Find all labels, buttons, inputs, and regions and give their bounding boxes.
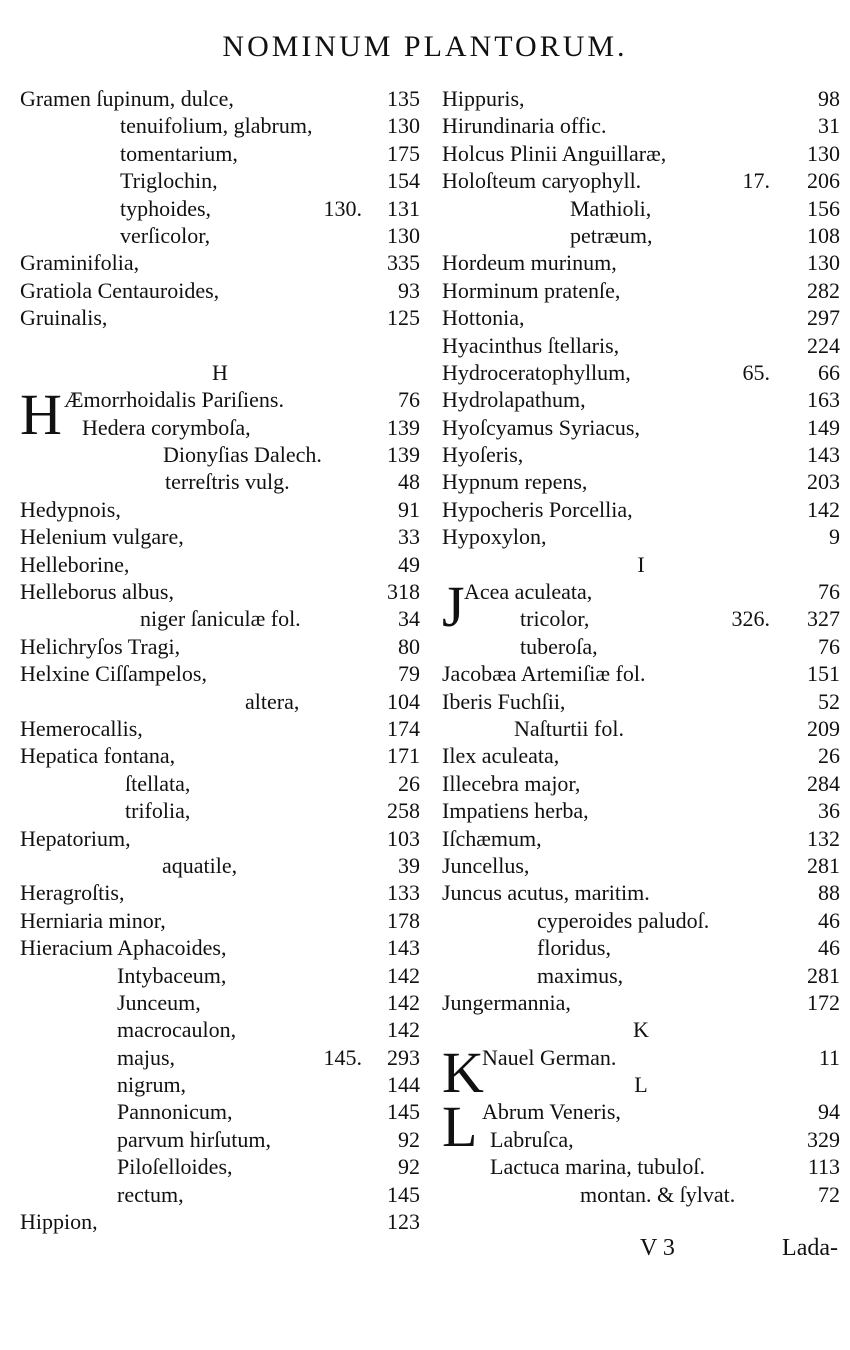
entry-page-number: 26	[818, 743, 840, 769]
section-letter	[442, 551, 840, 578]
entry-name: Hippuris,	[442, 86, 525, 111]
section-letter	[442, 1016, 840, 1043]
entry-name: Hepatica fontana,	[20, 743, 176, 769]
index-entry	[20, 496, 420, 523]
entry-name: Hyoſcyamus Syriacus,	[442, 414, 640, 440]
entry-page-number: 130	[387, 113, 420, 139]
index-entry	[442, 715, 840, 742]
entry-name: tomentarium,	[120, 140, 238, 166]
entry-page-number: 26	[398, 770, 420, 796]
index-entry	[20, 1016, 420, 1043]
index-entry	[20, 1153, 420, 1180]
entry-page-number: 98	[818, 86, 840, 111]
entry-secondary-page-number: 17.	[742, 168, 770, 194]
entry-page-number: 335	[387, 250, 420, 276]
entry-name: majus,	[117, 1044, 176, 1070]
entry-page-number: 139	[387, 442, 420, 468]
entry-name: cyperoides paludoſ.	[537, 907, 710, 933]
index-entry	[20, 605, 420, 632]
entry-name: Intybaceum,	[117, 962, 227, 988]
entry-page-number: 224	[807, 332, 840, 358]
index-entry	[20, 715, 420, 742]
entry-page-number: 142	[807, 496, 840, 522]
index-entry	[20, 523, 420, 550]
section-letter-text: L	[634, 1072, 648, 1098]
entry-name: trifolia,	[125, 798, 191, 824]
entry-name: Helenium vulgare,	[20, 524, 184, 550]
index-entry	[20, 249, 420, 276]
entry-page-number: 175	[387, 140, 420, 166]
entry-name: Jacobæa Artemiſiæ fol.	[442, 661, 646, 687]
entry-name: Pannonicum,	[117, 1099, 233, 1125]
index-entry	[20, 852, 420, 879]
entry-name: Heragroſtis,	[20, 880, 125, 906]
entry-page-number: 142	[387, 989, 420, 1015]
index-entry	[20, 742, 420, 769]
entry-name: Ilex aculeata,	[442, 743, 560, 769]
entry-name: Holoſteum caryophyll.	[442, 168, 642, 194]
entry-page-number: 144	[387, 1072, 420, 1098]
entry-name: Graminifolia,	[20, 250, 140, 276]
entry-page-number: 88	[818, 880, 840, 906]
entry-page-number: 142	[387, 1017, 420, 1043]
entry-name: tenuifolium, glabrum,	[120, 113, 313, 139]
index-entry	[20, 1126, 420, 1153]
entry-name: Hypnum repens,	[442, 469, 588, 495]
entry-name: floridus,	[537, 935, 611, 961]
section-letter	[442, 1071, 840, 1098]
entry-page-number: 209	[807, 715, 840, 741]
entry-page-number: 178	[387, 907, 420, 933]
entry-name: verſicolor,	[120, 222, 211, 248]
entry-name: Gramen ſupinum, dulce,	[20, 86, 234, 111]
index-entry	[20, 934, 420, 961]
index-entry	[442, 332, 840, 359]
index-entry	[442, 222, 840, 249]
entry-name: Hirundinaria offic.	[442, 113, 607, 139]
entry-name: Iſchæmum,	[442, 825, 542, 851]
index-entry	[442, 304, 840, 331]
section-letter-text: H	[212, 359, 228, 385]
index-entry	[442, 879, 840, 906]
entry-name: Hyacinthus ſtellaris,	[442, 332, 620, 358]
index-entry	[442, 633, 840, 660]
entry-name: Holcus Plinii Anguillaræ,	[442, 140, 667, 166]
entry-name: Hyoſeris,	[442, 442, 524, 468]
index-entry	[442, 386, 840, 413]
entry-page-number: 46	[818, 935, 840, 961]
index-entry	[20, 468, 420, 495]
entry-page-number: 258	[387, 798, 420, 824]
index-entry	[442, 797, 840, 824]
entry-name: Æmorrhoidalis Pariſiens.	[64, 387, 284, 413]
entry-page-number: 297	[807, 305, 840, 331]
entry-name: niger ſaniculæ fol.	[140, 606, 301, 632]
entry-name: Helleborine,	[20, 551, 130, 577]
index-entry	[442, 989, 840, 1016]
index-entry	[442, 962, 840, 989]
entry-page-number: 103	[387, 825, 420, 851]
section-letter	[20, 359, 420, 386]
entry-name: tricolor,	[520, 606, 590, 632]
entry-name: montan. & ſylvat.	[580, 1181, 736, 1207]
entry-name: Gruinalis,	[20, 305, 108, 331]
entry-page-number: 203	[807, 469, 840, 495]
index-entry	[20, 907, 420, 934]
entry-page-number: 92	[398, 1154, 420, 1180]
entry-page-number: 329	[807, 1126, 840, 1152]
index-entry	[442, 1126, 840, 1153]
signature-mark: V 3	[640, 1235, 675, 1261]
index-entry	[442, 167, 840, 194]
index-column-left	[20, 85, 420, 1235]
entry-page-number: 34	[398, 606, 420, 632]
entry-page-number: 76	[818, 633, 840, 659]
index-entry	[442, 140, 840, 167]
entry-page-number: 143	[387, 935, 420, 961]
entry-name: Abrum Veneris,	[482, 1099, 621, 1125]
index-entry	[20, 551, 420, 578]
index-entry	[20, 304, 420, 331]
index-entry	[442, 496, 840, 523]
entry-name: Mathioli,	[570, 195, 652, 221]
drop-cap-initial: J	[442, 574, 465, 640]
entry-page-number: 91	[398, 496, 420, 522]
entry-page-number: 172	[807, 989, 840, 1015]
index-entry	[442, 770, 840, 797]
entry-name: Triglochin,	[120, 168, 218, 194]
entry-name: Labruſca,	[490, 1126, 574, 1152]
entry-name: Iberis Fuchſii,	[442, 688, 566, 714]
index-entry	[20, 825, 420, 852]
index-entry	[442, 523, 840, 550]
entry-name: Hypoxylon,	[442, 524, 547, 550]
entry-name: typhoides,	[120, 195, 212, 221]
entry-secondary-page-number: 145.	[323, 1044, 362, 1070]
entry-page-number: 293	[387, 1044, 420, 1070]
entry-page-number: 318	[387, 579, 420, 605]
entry-page-number: 133	[387, 880, 420, 906]
drop-cap-initial: L	[442, 1094, 478, 1160]
entry-name: Nauel German.	[482, 1044, 617, 1070]
index-entry	[442, 934, 840, 961]
index-entry	[442, 605, 840, 632]
index-entry	[20, 962, 420, 989]
index-entry	[20, 112, 420, 139]
entry-name: Hypocheris Porcellia,	[442, 496, 633, 522]
entry-name: Hepatorium,	[20, 825, 131, 851]
entry-name: Acea aculeata,	[464, 579, 593, 605]
index-entry	[20, 140, 420, 167]
index-entry	[20, 879, 420, 906]
entry-page-number: 79	[398, 661, 420, 687]
index-entry	[442, 359, 840, 386]
catchword: Lada-	[782, 1235, 838, 1261]
entry-name: Helxine Ciſſampelos,	[20, 661, 207, 687]
entry-name: parvum hirſutum,	[117, 1126, 271, 1152]
entry-name: Hedera corymboſa,	[82, 414, 251, 440]
index-entry	[442, 277, 840, 304]
index-entry	[442, 688, 840, 715]
entry-name: Hippion,	[20, 1209, 98, 1235]
entry-name: petræum,	[570, 222, 653, 248]
entry-page-number: 130	[807, 250, 840, 276]
index-entry	[20, 688, 420, 715]
entry-name: Illecebra major,	[442, 770, 581, 796]
entry-page-number: 125	[387, 305, 420, 331]
entry-page-number: 145	[387, 1099, 420, 1125]
entry-name: altera,	[245, 688, 300, 714]
entry-page-number: 36	[818, 798, 840, 824]
entry-page-number: 174	[387, 715, 420, 741]
entry-name: Gratiola Centauroides,	[20, 277, 220, 303]
entry-page-number: 135	[387, 86, 420, 111]
entry-name: Helichryſos Tragi,	[20, 633, 181, 659]
entry-page-number: 94	[818, 1099, 840, 1125]
index-entry	[20, 770, 420, 797]
index-entry	[20, 85, 420, 112]
entry-name: Helleborus albus,	[20, 579, 174, 605]
page-title: NOMINUM PLANTORUM.	[222, 30, 628, 63]
index-entry	[442, 414, 840, 441]
entry-name: Dionyſias Dalech.	[163, 442, 322, 468]
entry-page-number: 154	[387, 168, 420, 194]
index-entry	[20, 660, 420, 687]
entry-page-number: 163	[807, 387, 840, 413]
index-entry	[20, 1071, 420, 1098]
entry-page-number: 49	[398, 551, 420, 577]
entry-page-number: 33	[398, 524, 420, 550]
entry-page-number: 171	[387, 743, 420, 769]
entry-page-number: 93	[398, 277, 420, 303]
index-column-right	[442, 85, 840, 1208]
entry-name: Jungermannia,	[442, 989, 571, 1015]
index-entry	[20, 277, 420, 304]
index-entry	[442, 195, 840, 222]
entry-name: Hordeum murinum,	[442, 250, 617, 276]
index-entry	[442, 742, 840, 769]
index-entry	[20, 989, 420, 1016]
section-letter-text: I	[637, 551, 645, 577]
entry-page-number: 48	[398, 469, 420, 495]
entry-page-number: 151	[807, 661, 840, 687]
entry-page-number: 108	[807, 222, 840, 248]
entry-name: Impatiens herba,	[442, 798, 589, 824]
index-entry	[20, 222, 420, 249]
entry-page-number: 149	[807, 414, 840, 440]
entry-name: Naſturtii fol.	[514, 715, 624, 741]
entry-name: Juncellus,	[442, 852, 530, 878]
entry-page-number: 206	[807, 168, 840, 194]
index-entry	[442, 825, 840, 852]
entry-page-number: 52	[818, 688, 840, 714]
entry-page-number: 282	[807, 277, 840, 303]
entry-page-number: 46	[818, 907, 840, 933]
index-entry	[442, 907, 840, 934]
entry-page-number: 76	[818, 579, 840, 605]
entry-name: ſtellata,	[125, 770, 191, 796]
entry-name: Lactuca marina, tubuloſ.	[490, 1154, 706, 1180]
index-entry	[442, 1039, 840, 1105]
entry-name: Horminum pratenſe,	[442, 277, 621, 303]
entry-secondary-page-number: 65.	[742, 359, 770, 385]
entry-page-number: 156	[807, 195, 840, 221]
entry-name: Juncus acutus, maritim.	[442, 880, 650, 906]
entry-page-number: 132	[807, 825, 840, 851]
entry-name: tuberoſa,	[520, 633, 598, 659]
index-entry	[20, 167, 420, 194]
index-entry	[442, 660, 840, 687]
entry-page-number: 131	[387, 195, 420, 221]
index-entry	[20, 1098, 420, 1125]
index-entry	[20, 195, 420, 222]
entry-name: terreſtris vulg.	[165, 469, 290, 495]
entry-name: Herniaria minor,	[20, 907, 166, 933]
entry-page-number: 130	[387, 222, 420, 248]
index-entry	[442, 85, 840, 112]
index-entry	[20, 1044, 420, 1071]
entry-page-number: 143	[807, 442, 840, 468]
entry-page-number: 145	[387, 1181, 420, 1207]
index-entry	[20, 1181, 420, 1208]
entry-name: nigrum,	[117, 1072, 187, 1098]
section-letter-text: K	[633, 1017, 649, 1043]
entry-name: Hottonia,	[442, 305, 525, 331]
entry-name: Junceum,	[117, 989, 201, 1015]
entry-name: macrocaulon,	[117, 1017, 237, 1043]
index-entry	[20, 1208, 420, 1235]
index-entry	[20, 414, 420, 441]
entry-page-number: 80	[398, 633, 420, 659]
entry-page-number: 130	[807, 140, 840, 166]
entry-page-number: 142	[387, 962, 420, 988]
entry-page-number: 66	[818, 359, 840, 385]
entry-page-number: 281	[807, 962, 840, 988]
index-entry	[442, 852, 840, 879]
index-entry	[442, 112, 840, 139]
entry-name: Hedypnois,	[20, 496, 121, 522]
entry-secondary-page-number: 130.	[323, 195, 362, 221]
entry-name: Hydrolapathum,	[442, 387, 586, 413]
entry-page-number: 9	[829, 524, 840, 550]
index-entry	[442, 441, 840, 468]
entry-page-number: 113	[807, 1154, 840, 1180]
entry-page-number: 11	[818, 1044, 840, 1070]
entry-page-number: 281	[807, 852, 840, 878]
entry-name: Hydroceratophyllum,	[442, 359, 631, 385]
index-entry	[20, 633, 420, 660]
index-entry	[442, 1153, 840, 1180]
entry-page-number: 72	[818, 1181, 840, 1207]
entry-page-number: 284	[807, 770, 840, 796]
entry-name: maximus,	[537, 962, 624, 988]
drop-cap-initial: K	[442, 1039, 484, 1105]
index-entry	[20, 332, 420, 359]
index-entry	[442, 249, 840, 276]
entry-name: aquatile,	[162, 852, 238, 878]
index-entry	[20, 797, 420, 824]
index-entry	[20, 578, 420, 605]
entry-name: Hieracium Aphacoides,	[20, 935, 227, 961]
entry-name: rectum,	[117, 1181, 184, 1207]
entry-page-number: 327	[807, 606, 840, 632]
index-entry	[20, 441, 420, 468]
drop-cap-initial: H	[20, 382, 62, 448]
index-entry	[442, 468, 840, 495]
entry-page-number: 104	[387, 688, 420, 714]
entry-page-number: 123	[387, 1209, 420, 1235]
entry-page-number: 39	[398, 852, 420, 878]
entry-page-number: 92	[398, 1126, 420, 1152]
entry-page-number: 76	[398, 387, 420, 413]
entry-secondary-page-number: 326.	[731, 606, 770, 632]
entry-page-number: 31	[818, 113, 840, 139]
entry-name: Piloſelloides,	[117, 1154, 233, 1180]
entry-page-number: 139	[387, 414, 420, 440]
index-entry	[442, 1181, 840, 1208]
entry-name: Hemerocallis,	[20, 715, 143, 741]
